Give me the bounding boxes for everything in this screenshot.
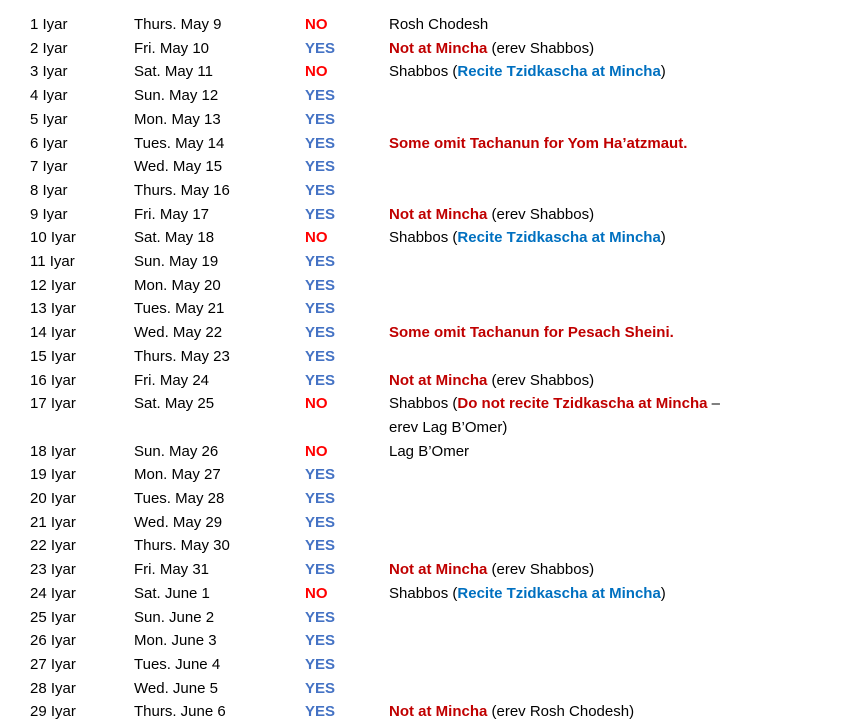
hebrew-date: 10 Iyar xyxy=(30,229,76,247)
tachanun-answer: YES xyxy=(305,181,336,199)
row-note xyxy=(389,392,734,439)
hebrew-date: 3 Iyar xyxy=(30,63,68,81)
hebrew-date: 18 Iyar xyxy=(30,442,76,460)
schedule-row xyxy=(30,203,830,227)
schedule-row xyxy=(30,321,830,345)
schedule-row xyxy=(30,369,830,393)
gregorian-date: Sun. May 12 xyxy=(134,87,219,105)
note-text: (erev Shabbos) xyxy=(487,371,595,389)
row-note xyxy=(389,321,734,345)
gregorian-date: Fri. May 31 xyxy=(134,561,210,579)
tachanun-answer: YES xyxy=(305,276,336,294)
gregorian-date: Fri. May 10 xyxy=(134,39,210,57)
note-text: (erev Shabbos) xyxy=(487,561,595,579)
schedule-row xyxy=(30,558,830,582)
schedule-row xyxy=(30,60,830,84)
gregorian-date: Thurs. May 23 xyxy=(134,347,230,365)
gregorian-date: Mon. May 20 xyxy=(134,276,221,294)
note-text: ) xyxy=(660,584,666,602)
schedule-row xyxy=(30,226,830,250)
gregorian-date: Fri. May 24 xyxy=(134,371,210,389)
gregorian-date: Tues. June 4 xyxy=(134,655,221,673)
note-text: ) xyxy=(660,63,666,81)
hebrew-date: 1 Iyar xyxy=(30,16,68,33)
hebrew-date: 4 Iyar xyxy=(30,87,68,105)
tachanun-answer: YES xyxy=(305,490,336,508)
gregorian-date: Fri. May 17 xyxy=(134,205,210,223)
hebrew-date: 19 Iyar xyxy=(30,466,76,484)
schedule-row xyxy=(30,297,830,321)
hebrew-date: 9 Iyar xyxy=(30,205,68,223)
note-text: Shabbos ( xyxy=(389,229,458,247)
hebrew-date: 22 Iyar xyxy=(30,537,76,555)
note-highlight: Not at Mincha xyxy=(389,703,488,721)
row-note xyxy=(389,132,734,156)
note-text: Rosh Chodesh xyxy=(389,16,489,33)
hebrew-date: 26 Iyar xyxy=(30,632,76,650)
schedule-row xyxy=(30,179,830,203)
note-text: (erev Rosh Chodesh) xyxy=(487,703,635,721)
schedule-row xyxy=(30,677,830,701)
gregorian-date: Sun. May 26 xyxy=(134,442,219,460)
hebrew-date: 14 Iyar xyxy=(30,324,76,342)
row-note xyxy=(389,203,734,227)
gregorian-date: Wed. June 5 xyxy=(134,679,218,697)
note-text: Shabbos ( xyxy=(389,395,458,413)
gregorian-date: Wed. May 22 xyxy=(134,324,223,342)
note-highlight: Not at Mincha xyxy=(389,39,488,57)
tachanun-answer: YES xyxy=(305,655,336,673)
hebrew-date: 29 Iyar xyxy=(30,703,76,721)
hebrew-date: 21 Iyar xyxy=(30,513,76,531)
tachanun-answer: YES xyxy=(305,158,336,176)
schedule-row xyxy=(30,606,830,630)
tachanun-answer: YES xyxy=(305,253,336,271)
tachanun-answer: YES xyxy=(305,371,336,389)
schedule-row xyxy=(30,108,830,132)
tachanun-answer: YES xyxy=(305,608,336,626)
tachanun-answer: YES xyxy=(305,110,336,128)
tachanun-answer: YES xyxy=(305,466,336,484)
gregorian-date: Tues. May 28 xyxy=(134,490,225,508)
schedule-row xyxy=(30,345,830,369)
row-note xyxy=(389,440,734,464)
schedule-row xyxy=(30,132,830,156)
gregorian-date: Thurs. May 30 xyxy=(134,537,230,555)
schedule-row xyxy=(30,155,830,179)
row-note xyxy=(389,582,734,606)
note-text: (erev Shabbos) xyxy=(487,205,595,223)
gregorian-date: Thurs. May 16 xyxy=(134,181,230,199)
tachanun-answer: YES xyxy=(305,324,336,342)
gregorian-date: Sat. May 18 xyxy=(134,229,215,247)
gregorian-date: Thurs. May 9 xyxy=(134,16,222,33)
note-text: – erev Lag B’Omer) xyxy=(389,395,720,436)
schedule-row xyxy=(30,653,830,677)
row-note xyxy=(389,558,734,582)
hebrew-date: 15 Iyar xyxy=(30,347,76,365)
row-note xyxy=(389,37,734,61)
row-note xyxy=(389,13,734,37)
tachanun-answer: YES xyxy=(305,537,336,555)
tachanun-answer: YES xyxy=(305,632,336,650)
note-highlight: Recite Tzidkascha at Mincha xyxy=(457,229,661,247)
tachanun-answer: YES xyxy=(305,87,336,105)
tachanun-answer: NO xyxy=(305,63,328,81)
note-highlight: Not at Mincha xyxy=(389,371,488,389)
schedule-row xyxy=(30,274,830,298)
gregorian-date: Thurs. June 6 xyxy=(134,703,226,721)
note-highlight: Not at Mincha xyxy=(389,205,488,223)
schedule-row xyxy=(30,629,830,653)
hebrew-date: 20 Iyar xyxy=(30,490,76,508)
gregorian-date: Mon. June 3 xyxy=(134,632,217,650)
tachanun-answer: YES xyxy=(305,561,336,579)
hebrew-date: 13 Iyar xyxy=(30,300,76,318)
hebrew-date: 24 Iyar xyxy=(30,584,76,602)
hebrew-date: 16 Iyar xyxy=(30,371,76,389)
note-text: (erev Shabbos) xyxy=(487,39,595,57)
gregorian-date: Sat. May 11 xyxy=(134,63,213,81)
hebrew-date: 8 Iyar xyxy=(30,181,68,199)
hebrew-date: 28 Iyar xyxy=(30,679,76,697)
hebrew-date: 2 Iyar xyxy=(30,39,68,57)
tachanun-answer: NO xyxy=(305,395,328,413)
note-text: Shabbos ( xyxy=(389,584,458,602)
gregorian-date: Wed. May 29 xyxy=(134,513,223,531)
note-text: Shabbos ( xyxy=(389,63,458,81)
schedule-row xyxy=(30,250,830,274)
gregorian-date: Tues. May 14 xyxy=(134,134,225,152)
schedule-row xyxy=(30,534,830,558)
gregorian-date: Sun. May 19 xyxy=(134,253,219,271)
gregorian-date: Sat. June 1 xyxy=(134,584,210,602)
tachanun-answer: YES xyxy=(305,134,336,152)
schedule-row xyxy=(30,84,830,108)
schedule-row xyxy=(30,37,830,61)
hebrew-date: 27 Iyar xyxy=(30,655,76,673)
row-note xyxy=(389,700,734,724)
schedule-row xyxy=(30,511,830,535)
tachanun-answer: YES xyxy=(305,513,336,531)
schedule-row xyxy=(30,487,830,511)
row-note xyxy=(389,226,734,250)
gregorian-date: Sat. May 25 xyxy=(134,395,215,413)
hebrew-date: 11 Iyar xyxy=(30,253,75,271)
gregorian-date: Tues. May 21 xyxy=(134,300,225,318)
tachanun-answer: YES xyxy=(305,205,336,223)
tachanun-answer: YES xyxy=(305,39,336,57)
hebrew-date: 6 Iyar xyxy=(30,134,68,152)
tachanun-answer: YES xyxy=(305,300,336,318)
hebrew-date: 17 Iyar xyxy=(30,395,76,413)
hebrew-date: 23 Iyar xyxy=(30,561,76,579)
schedule-row xyxy=(30,700,830,724)
gregorian-date: Wed. May 15 xyxy=(134,158,223,176)
gregorian-date: Sun. June 2 xyxy=(134,608,215,626)
row-note xyxy=(389,60,734,84)
tachanun-schedule xyxy=(30,13,830,724)
note-highlight: Recite Tzidkascha at Mincha xyxy=(457,584,661,602)
tachanun-answer: YES xyxy=(305,679,336,697)
tachanun-answer: NO xyxy=(305,229,328,247)
tachanun-answer: NO xyxy=(305,442,328,460)
note-text: Lag B’Omer xyxy=(389,442,470,460)
schedule-row xyxy=(30,582,830,606)
hebrew-date: 12 Iyar xyxy=(30,276,76,294)
note-highlight: Recite Tzidkascha at Mincha xyxy=(457,63,661,81)
note-highlight: Some omit Tachanun for Pesach Sheini. xyxy=(389,324,674,342)
note-highlight: Some omit Tachanun for Yom Ha’atzmaut. xyxy=(389,134,688,152)
schedule-row xyxy=(30,13,830,37)
tachanun-answer: YES xyxy=(305,347,336,365)
schedule-row xyxy=(30,440,830,464)
gregorian-date: Mon. May 13 xyxy=(134,110,221,128)
schedule-row xyxy=(30,463,830,487)
hebrew-date: 25 Iyar xyxy=(30,608,76,626)
gregorian-date: Mon. May 27 xyxy=(134,466,221,484)
hebrew-date: 7 Iyar xyxy=(30,158,68,176)
tachanun-answer: NO xyxy=(305,16,328,33)
schedule-row xyxy=(30,392,830,439)
note-highlight: Do not recite Tzidkascha at Mincha xyxy=(457,395,708,413)
hebrew-date: 5 Iyar xyxy=(30,110,68,128)
tachanun-answer: NO xyxy=(305,584,328,602)
note-text: ) xyxy=(660,229,666,247)
note-highlight: Not at Mincha xyxy=(389,561,488,579)
row-note xyxy=(389,369,734,393)
tachanun-answer: YES xyxy=(305,703,336,721)
